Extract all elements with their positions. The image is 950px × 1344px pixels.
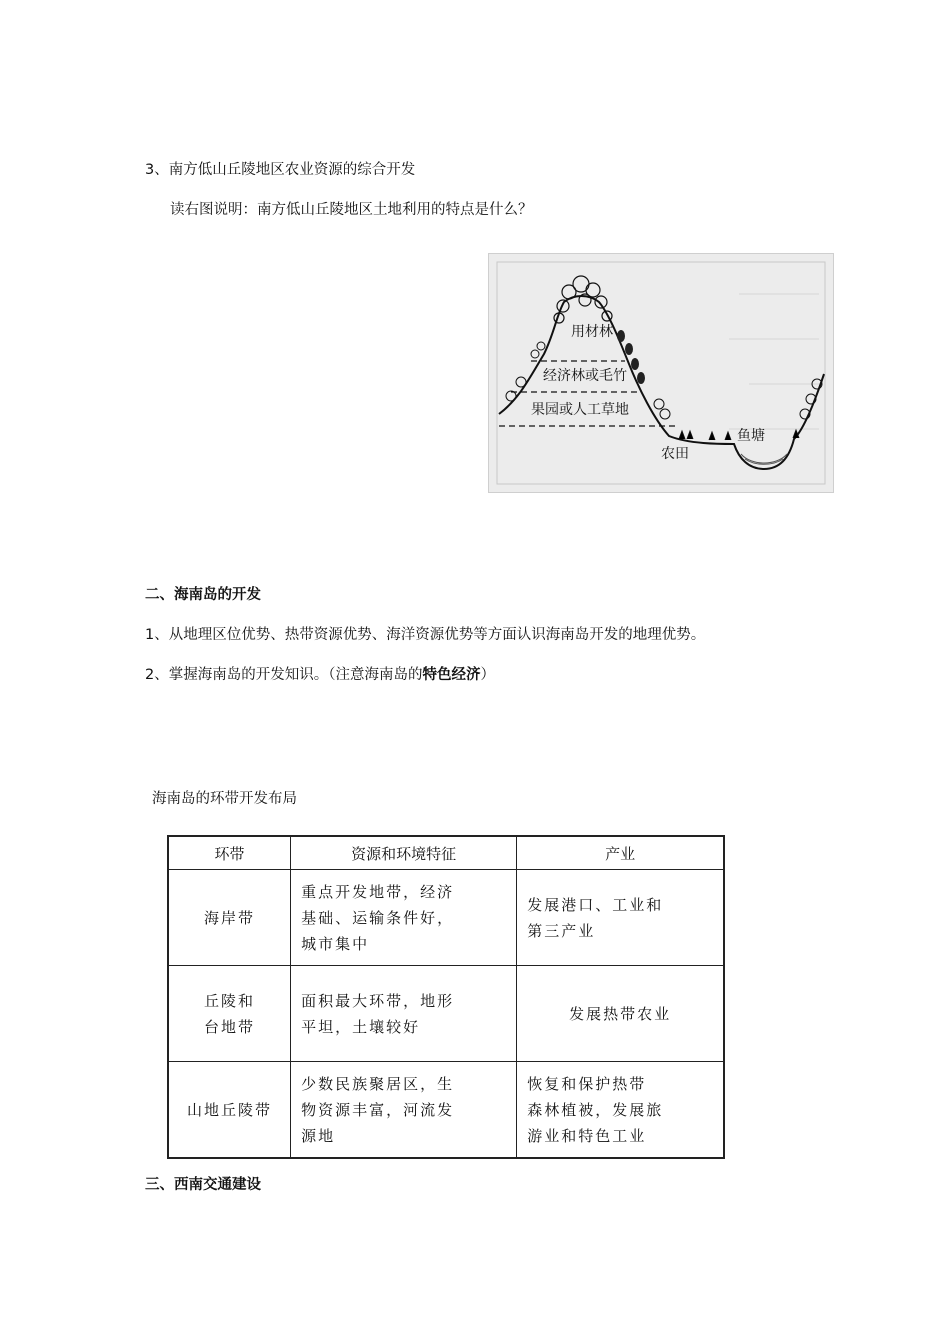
features-cell: 重点开发地带，经济 基础、运输条件好， 城市集中 bbox=[291, 870, 517, 966]
section3-heading: 3、南方低山丘陵地区农业资源的综合开发 bbox=[145, 162, 416, 178]
hainan-item-2-text: 2、掌握海南岛的开发知识。（注意海南岛的 bbox=[145, 667, 423, 683]
industry-cell: 发展港口、工业和 第三产业 bbox=[517, 870, 724, 966]
header-zone: 环带 bbox=[168, 836, 291, 870]
features-cell: 面积最大环带，地形 平坦，土壤较好 bbox=[291, 966, 517, 1062]
zone-cell: 丘陵和 台地带 bbox=[168, 966, 291, 1062]
zone-cell: 山地丘陵带 bbox=[168, 1062, 291, 1159]
hainan-heading: 二、海南岛的开发 bbox=[145, 587, 261, 603]
header-industry: 产业 bbox=[517, 836, 724, 870]
table-caption: 海南岛的环带开发布局 bbox=[152, 791, 297, 807]
hainan-item-1: 1、从地理区位优势、热带资源优势、海洋资源优势等方面认识海南岛开发的地理优势。 bbox=[145, 627, 706, 643]
label-farmland: 农田 bbox=[661, 446, 689, 462]
label-timber-forest: 用材林 bbox=[571, 324, 613, 340]
table-header-row bbox=[168, 836, 724, 870]
hainan-zone-table bbox=[167, 835, 725, 1159]
table-row bbox=[168, 870, 724, 966]
southwest-heading: 三、西南交通建设 bbox=[145, 1177, 261, 1193]
hainan-item-2 bbox=[145, 665, 495, 685]
label-fishpond: 鱼塘 bbox=[737, 428, 765, 444]
table-row bbox=[168, 1062, 724, 1159]
land-use-diagram bbox=[488, 253, 834, 493]
hainan-item-2-emphasis: 特色经济 bbox=[422, 667, 481, 683]
hainan-item-2-close: ） bbox=[480, 667, 495, 683]
label-economic-forest: 经济林或毛竹 bbox=[543, 368, 627, 384]
industry-cell: 恢复和保护热带 森林植被，发展旅 游业和特色工业 bbox=[517, 1062, 724, 1159]
label-orchard: 果园或人工草地 bbox=[531, 402, 629, 418]
features-cell: 少数民族聚居区，生 物资源丰富，河流发 源地 bbox=[291, 1062, 517, 1159]
table-row bbox=[168, 966, 724, 1062]
industry-cell: 发展热带农业 bbox=[517, 966, 724, 1062]
zone-cell: 海岸带 bbox=[168, 870, 291, 966]
section3-question: 读右图说明：南方低山丘陵地区土地利用的特点是什么？ bbox=[170, 202, 533, 218]
header-features: 资源和环境特征 bbox=[291, 836, 517, 870]
